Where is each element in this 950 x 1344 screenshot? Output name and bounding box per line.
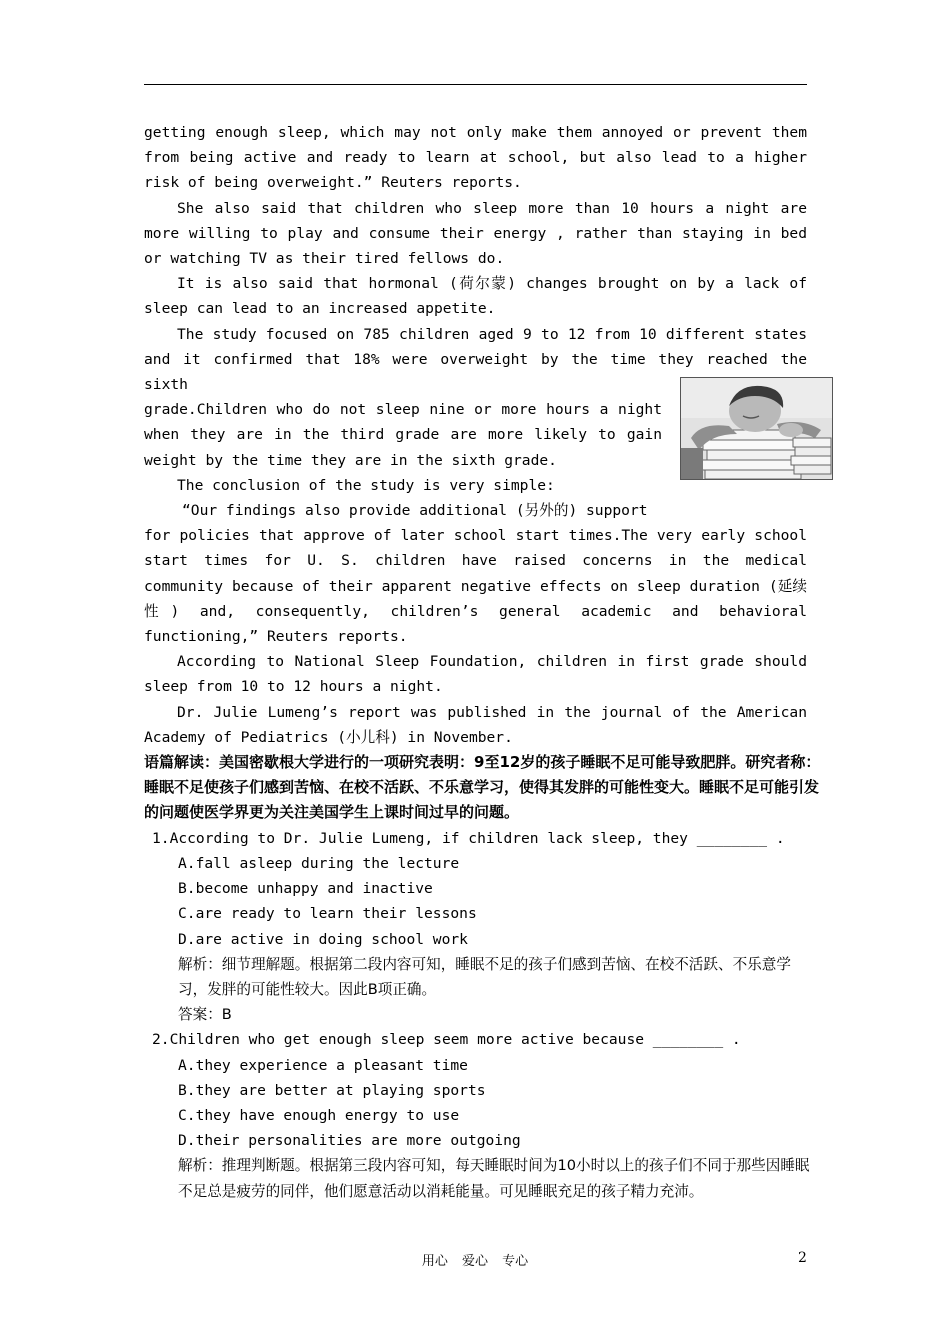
question-1-option-b: B.become unhappy and inactive	[178, 880, 433, 898]
paragraph-5: The conclusion of the study is very simple:	[177, 476, 555, 494]
page-content	[144, 120, 821, 1204]
paragraph-4-top: The study focused on 785 children aged 9 to 12 from 10 different states and it confirmed that 18% were overweight by the time they reached the sixth	[144, 325, 807, 394]
paragraph-3: It is also said that hormonal (荷尔蒙) changes brought on by a lack of sleep can lead to an increased appetite.	[144, 275, 807, 318]
question-1-explanation: 解析：细节理解题。根据第二段内容可知，睡眠不足的孩子们感到苦恼、在校不活跃、不乐意学习，发胖的可能性较大。因此B项正确。	[178, 955, 791, 998]
question-2-option-a: A.they experience a pleasant time	[178, 1056, 468, 1074]
passage-analysis: 语篇解读：美国密歇根大学进行的一项研究表明：9至12岁的孩子睡眠不足可能导致肥胖。研究者称：睡眠不足使孩子们感到苦恼、在校不活跃、不乐意学习，使得其发胖的可能性变大。睡眠不足可能引发的问题使医学界更为关注美国学生上课时间过早的问题。	[144, 753, 821, 822]
sleeping-boy-photo	[680, 377, 833, 480]
question-2-option-c: C.they have enough energy to use	[178, 1106, 460, 1124]
question-1-answer: 答案：B	[178, 1006, 232, 1024]
question-1-option-a: A.fall asleep during the lecture	[178, 854, 460, 872]
question-1-stem: 1.According to Dr. Julie Lumeng, if children lack sleep, they ________ .	[152, 829, 785, 847]
paragraph-4-wrap: grade.Children who do not sleep nine or more hours a night when they are in the third grade are more likely to gain weight by the time they are in the sixth grade.	[144, 401, 662, 469]
page-number: 2	[798, 1250, 807, 1266]
question-1-option-d: D.are active in doing school work	[178, 930, 468, 948]
paragraph-7: According to National Sleep Foundation, children in first grade should sleep from 10 to 12 hours a night.	[144, 653, 807, 696]
header-rule	[144, 84, 807, 85]
paragraph-6: for policies that approve of later school start times.The very early school start times for U. S. children have raised concerns in the medical community because of their apparent negative effects on sleep duration (延续性) and, consequently, children’s general academic and behavioral functioning,” Reuters reports.	[144, 527, 807, 646]
paragraph-2: She also said that children who sleep more than 10 hours a night are more willing to play and consume their energy , rather than staying in bed or watching TV as their tired fellows do.	[144, 199, 807, 268]
paragraph-6-top: “Our findings also provide additional (另外的) support	[182, 502, 648, 520]
paragraph-8: Dr. Julie Lumeng’s report was published in the journal of the American Academy of Pediatrics (小儿科) in November.	[144, 703, 807, 746]
question-2-option-d: D.their personalities are more outgoing	[178, 1132, 521, 1150]
sleeping-boy-illustration	[681, 378, 832, 479]
paragraph-1: getting enough sleep, which may not only make them annoyed or prevent them from being active and ready to learn at school, but also lead to a higher risk of being overweight.” Reuters reports.	[144, 124, 807, 192]
question-2-option-b: B.they are better at playing sports	[178, 1081, 486, 1099]
question-1-option-c: C.are ready to learn their lessons	[178, 905, 477, 923]
footer-motto: 用心 爱心 专心	[421, 1254, 529, 1269]
question-2-stem: 2.Children who get enough sleep seem more active because ________ .	[152, 1031, 741, 1049]
question-2-explanation: 解析：推理判断题。根据第三段内容可知，每天睡眠时间为10小时以上的孩子们不同于那些因睡眠不足总是疲劳的同伴，他们愿意活动以消耗能量。可见睡眠充足的孩子精力充沛。	[178, 1157, 810, 1200]
